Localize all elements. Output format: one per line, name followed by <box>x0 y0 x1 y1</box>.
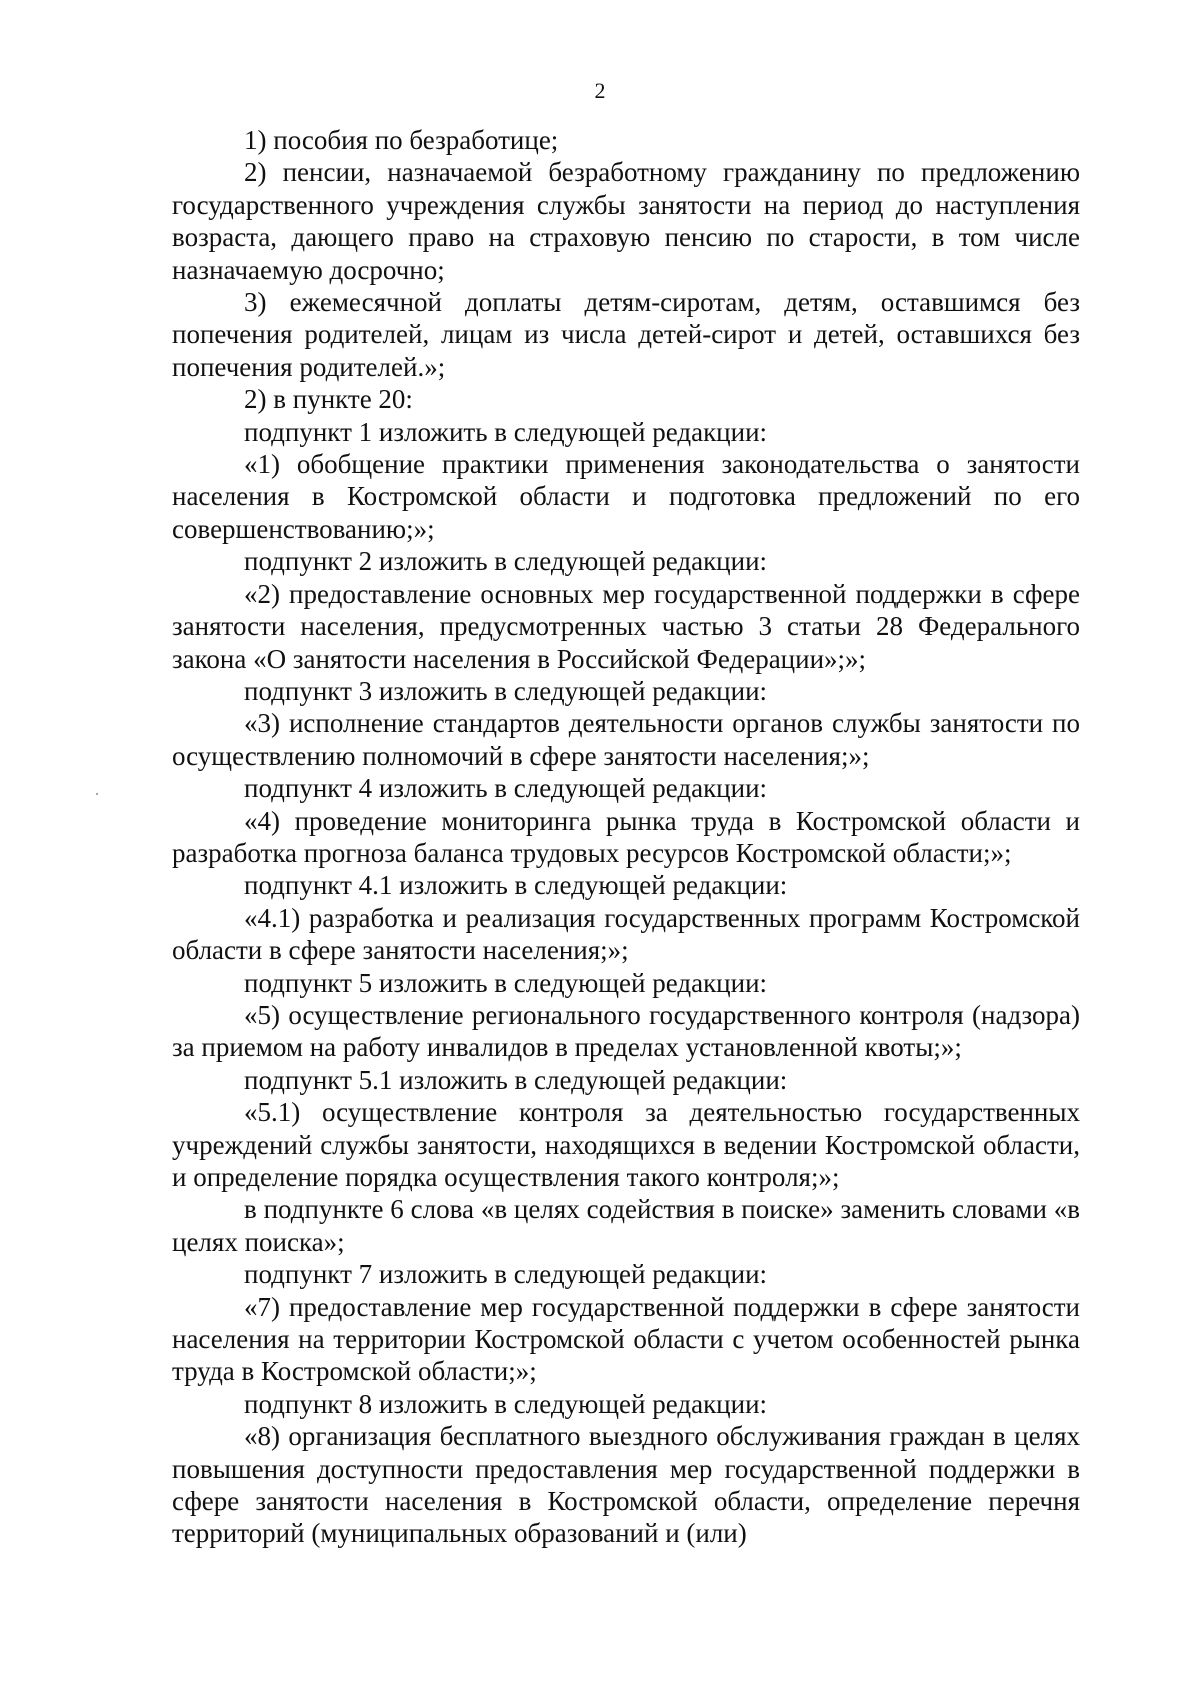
document-body <box>172 124 1080 1550</box>
paragraph: «4.1) разработка и реализация государственных программ Костромской области в сфере занятости населения;»; <box>172 902 1080 966</box>
page-number: 2 <box>594 78 606 103</box>
paragraph: 1) пособия по безработице; <box>244 125 559 155</box>
paragraph: подпункт 4.1 изложить в следующей редакции: <box>244 870 788 901</box>
paragraph: подпункт 5.1 изложить в следующей редакции: <box>244 1064 788 1095</box>
paragraph: подпункт 4 изложить в следующей редакции: <box>244 773 768 804</box>
paragraph: подпункт 5 изложить в следующей редакции: <box>244 967 768 998</box>
paragraph: подпункт 7 изложить в следующей редакции: <box>244 1259 768 1290</box>
paragraph: «5.1) осуществление контроля за деятельностью государственных учреждений службы занятости, находящихся в ведении Костромской области, и определение порядка осуществления такого контроля;»; <box>172 1097 1080 1192</box>
paragraph: «1) обобщение практики применения законодательства о занятости населения в Костромской области и подготовка предложений по его совершенствованию;»; <box>172 449 1080 544</box>
paragraph: 2) в пункте 20: <box>244 384 413 415</box>
paragraph: подпункт 3 изложить в следующей редакции: <box>244 675 768 706</box>
paragraph: 2) пенсии, назначаемой безработному гражданину по предложению государственного учреждения службы занятости на период до наступления возраста, дающего право на страховую пенсию по старости, в том числе назначаемую досрочно; <box>172 157 1080 285</box>
paragraph: подпункт 1 изложить в следующей редакции: <box>244 416 768 447</box>
paragraph: «7) предоставление мер государственной поддержки в сфере занятости населения на территории Костромской области с учетом особенностей рынка труда в Костромской области;»; <box>172 1291 1080 1387</box>
paragraph: 3) ежемесячной доплаты детям-сиротам, детям, оставшимся без попечения родителей, лицам из числа детей-сирот и детей, оставшихся без попечения родителей.»; <box>172 287 1080 382</box>
paragraph: «5) осуществление регионального государственного контроля (надзора) за приемом на работу инвалидов в пределах установленной квоты;»; <box>172 999 1080 1063</box>
paragraph: подпункт 2 изложить в следующей редакции: <box>244 546 768 577</box>
paragraph: «2) предоставление основных мер государственной поддержки в сфере занятости населения, предусмотренных частью 3 статьи 28 Федерального закона «О занятости населения в Российской Федерации»;»; <box>172 578 1080 674</box>
scan-artifact-dot <box>96 793 98 795</box>
paragraph: в подпункте 6 слова «в целях содействия в поиске» заменить словами «в целях поиска»; <box>172 1194 1080 1257</box>
paragraph: «4) проведение мониторинга рынка труда в Костромской области и разработка прогноза баланса трудовых ресурсов Костромской области;»; <box>172 805 1080 868</box>
paragraph: подпункт 8 изложить в следующей редакции: <box>244 1388 768 1419</box>
paragraph: «3) исполнение стандартов деятельности органов службы занятости по осуществлению полномочий в сфере занятости населения;»; <box>172 708 1080 771</box>
paragraph: «8) организация бесплатного выездного обслуживания граждан в целях повышения доступности предоставления мер государственной поддержки в сфере занятости населения в Костромской области, определение перечня территорий (муниципальных образований и (или) <box>172 1421 1080 1549</box>
